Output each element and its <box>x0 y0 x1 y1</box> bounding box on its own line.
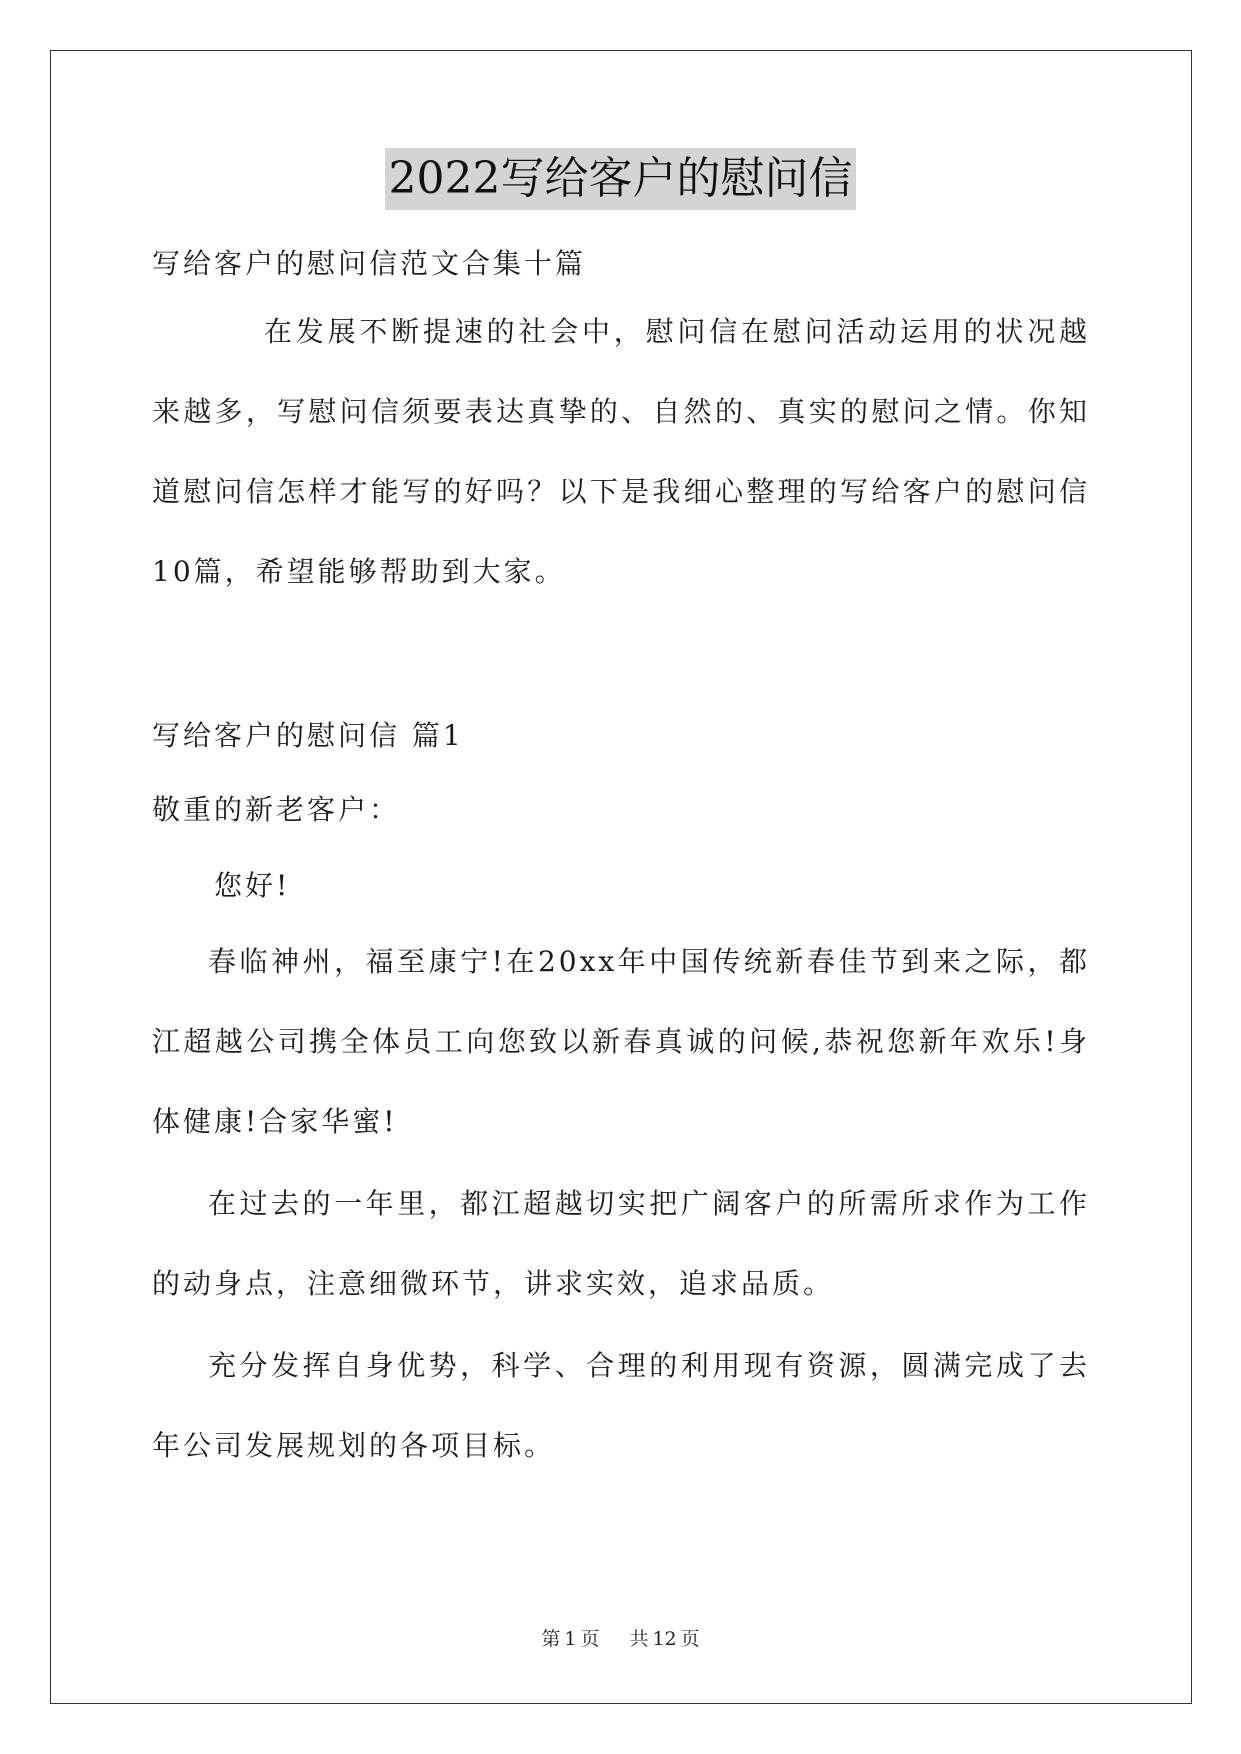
title-wrapper <box>0 148 1241 210</box>
document-subtitle: 写给客户的慰问信范文合集十篇 <box>152 247 587 280</box>
salutation: 敬重的新老客户： <box>152 793 401 826</box>
page-total: 12 <box>652 1628 677 1650</box>
intro-paragraph: 在发展不断提速的社会中，慰问信在慰问活动运用的状况越来越多，写慰问信须要表达真挚的、自然的、真实的慰问之情。你知道慰问信怎样才能写的好吗？以下是我细心整理的写给客户的慰问信10篇，希望能够帮助到大家。 <box>152 315 1090 588</box>
body-paragraph-1: 春临神州，福至康宁!在20xx年中国传统新春佳节到来之际，都江超越公司携全体员工向您致以新春真诚的问候,恭祝您新年欢乐!身体健康!合家华蜜! <box>152 945 1090 1138</box>
body-paragraph-2: 在过去的一年里，都江超越切实把广阔客户的所需所求作为工作的动身点，注意细微环节，讲求实效，追求品质。 <box>152 1187 1090 1300</box>
page-label-suffix: 页 <box>580 1628 600 1650</box>
document-title: 2022写给客户的慰问信 <box>385 148 857 210</box>
greeting: 您好! <box>214 869 291 902</box>
page-footer <box>0 1626 1241 1652</box>
page-label-prefix: 第 <box>541 1628 561 1650</box>
page-current: 1 <box>564 1628 577 1650</box>
total-label-prefix: 共 <box>629 1628 649 1650</box>
total-label-suffix: 页 <box>680 1628 700 1650</box>
section-heading: 写给客户的慰问信 篇1 <box>152 719 464 752</box>
body-paragraph-3: 充分发挥自身优势，科学、合理的利用现有资源，圆满完成了去年公司发展规划的各项目标。 <box>152 1349 1090 1462</box>
